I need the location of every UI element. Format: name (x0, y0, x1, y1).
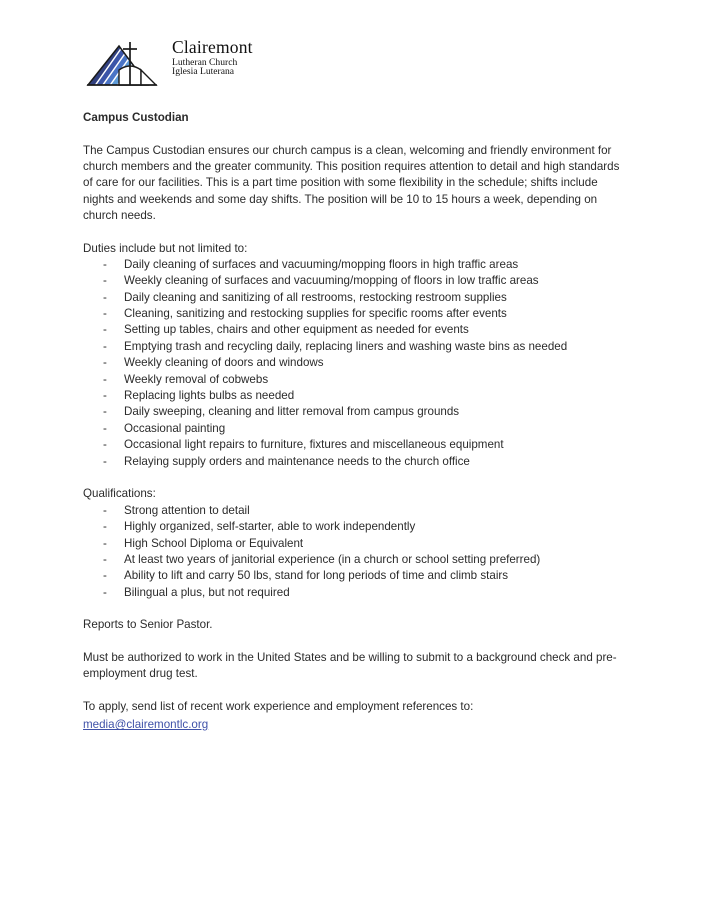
spacer (83, 224, 623, 240)
list-bullet-marker: - (103, 372, 107, 386)
list-bullet-marker: - (103, 290, 107, 304)
list-item (83, 519, 623, 535)
church-logo (86, 37, 256, 90)
list-item-text: Daily cleaning of surfaces and vacuuming/mopping floors in high traffic areas (124, 257, 519, 271)
list-item (83, 503, 623, 519)
spacer (83, 126, 623, 142)
duties-list (83, 257, 623, 470)
list-item (83, 437, 623, 453)
logo-church-name: Clairemont (172, 37, 253, 57)
list-item-text: Setting up tables, chairs and other equipment as needed for events (124, 323, 469, 337)
list-bullet-marker: - (103, 389, 107, 403)
list-item-text: High School Diploma or Equivalent (124, 536, 304, 550)
list-item (83, 257, 623, 273)
page-title: Campus Custodian (83, 111, 189, 124)
list-bullet-marker: - (103, 552, 107, 566)
list-bullet-marker: - (103, 454, 107, 468)
list-item-text: Weekly cleaning of doors and windows (124, 356, 324, 370)
spacer (83, 601, 623, 617)
spacer (83, 470, 623, 486)
list-item-text: Weekly cleaning of surfaces and vacuuming/mopping of floors in low traffic areas (124, 274, 539, 288)
list-item-text: Daily cleaning and sanitizing of all restrooms, restocking restroom supplies (124, 290, 507, 304)
list-bullet-marker: - (103, 274, 107, 288)
job-posting-content (83, 110, 623, 734)
list-bullet-marker: - (103, 569, 107, 583)
list-item-text: Replacing lights bulbs as needed (124, 389, 295, 403)
list-item (83, 568, 623, 584)
list-item-text: Occasional light repairs to furniture, fixtures and miscellaneous equipment (124, 438, 504, 452)
list-bullet-marker: - (103, 438, 107, 452)
list-bullet-marker: - (103, 257, 107, 271)
list-bullet-marker: - (103, 339, 107, 353)
list-item (83, 306, 623, 322)
list-bullet-marker: - (103, 520, 107, 534)
list-bullet-marker: - (103, 323, 107, 337)
church-mountain-cross-logo-icon (86, 40, 168, 90)
list-item (83, 322, 623, 338)
duties-heading: Duties include but not limited to: (83, 241, 248, 255)
list-item (83, 404, 623, 420)
list-bullet-marker: - (103, 503, 107, 517)
list-item-text: At least two years of janitorial experience (in a church or school setting preferred) (124, 552, 541, 566)
list-item (83, 552, 623, 568)
list-item-text: Highly organized, self-starter, able to work independently (124, 520, 416, 534)
list-item (83, 355, 623, 371)
reports-to-paragraph: Reports to Senior Pastor. (83, 618, 213, 632)
qualifications-list (83, 503, 623, 601)
list-item-text: Emptying trash and recycling daily, replacing liners and washing waste bins as needed (124, 339, 568, 353)
list-item-text: Occasional painting (124, 421, 226, 435)
spacer (83, 634, 623, 650)
logo-subtitle-english: Lutheran Church (172, 56, 238, 68)
list-item (83, 372, 623, 388)
qualifications-heading: Qualifications: (83, 487, 156, 501)
list-item-text: Ability to lift and carry 50 lbs, stand for long periods of time and climb stairs (124, 569, 509, 583)
list-bullet-marker: - (103, 536, 107, 550)
logo-wordmark (172, 39, 262, 77)
list-bullet-marker: - (103, 405, 107, 419)
list-item (83, 273, 623, 289)
authorization-paragraph: Must be authorized to work in the United States and be willing to submit to a background check and pre-employment drug test. (83, 651, 617, 681)
apply-email-link[interactable]: media@clairemontlc.org (83, 718, 209, 732)
apply-instructions: To apply, send list of recent work experience and employment references to: (83, 699, 474, 713)
list-item-text: Bilingual a plus, but not required (124, 585, 290, 599)
list-item-text: Weekly removal of cobwebs (124, 372, 269, 386)
list-item (83, 421, 623, 437)
list-bullet-marker: - (103, 356, 107, 370)
list-item (83, 388, 623, 404)
list-item (83, 454, 623, 470)
list-item-text: Strong attention to detail (124, 503, 250, 517)
list-item (83, 339, 623, 355)
list-item-text: Cleaning, sanitizing and restocking supplies for specific rooms after events (124, 307, 507, 321)
list-bullet-marker: - (103, 585, 107, 599)
spacer (83, 683, 623, 699)
intro-paragraph: The Campus Custodian ensures our church campus is a clean, welcoming and friendly environment for church members and the greater community. This position requires attention to detail and high standards of care for our facilities. This is a part time position with some flexibility in the schedule; shifts include nights and weekends and some day shifts. The position will be 10 to 15 hours a week, depending on church needs. (83, 143, 620, 222)
list-bullet-marker: - (103, 307, 107, 321)
list-item (83, 536, 623, 552)
logo-subtitle-spanish: Iglesia Luterana (172, 66, 235, 78)
list-bullet-marker: - (103, 421, 107, 435)
list-item (83, 290, 623, 306)
list-item (83, 585, 623, 601)
list-item-text: Daily sweeping, cleaning and litter removal from campus grounds (124, 405, 460, 419)
list-item-text: Relaying supply orders and maintenance needs to the church office (124, 454, 470, 468)
